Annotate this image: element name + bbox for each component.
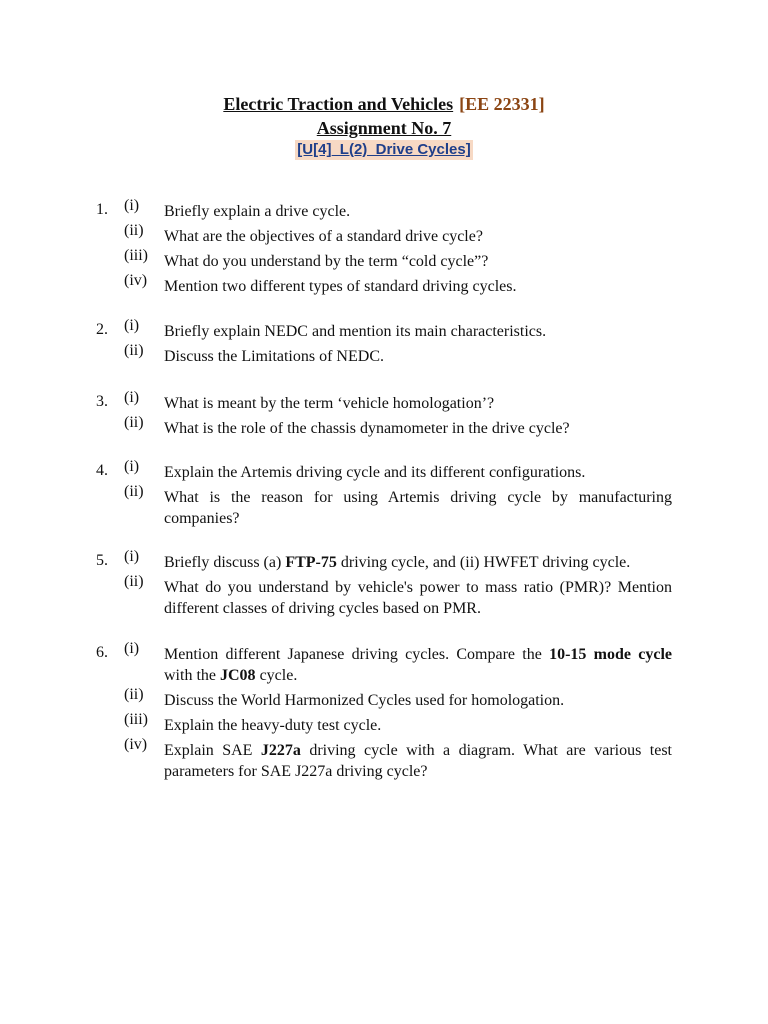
part-text: Briefly explain a drive cycle. [164, 203, 351, 220]
part-text: Discuss the World Harmonized Cycles used for homologation. [164, 692, 565, 709]
part-text: What do you understand by vehicle's power to mass ratio (PMR)? Mention different classes of driving cycles based on PMR. [164, 579, 672, 617]
part-text: What is the reason for using Artemis driving cycle by manufacturing companies? [164, 489, 672, 527]
question-number: 5. [96, 552, 108, 569]
part-label: (iii) [124, 247, 148, 264]
part-text: Briefly explain NEDC and mention its main characteristics. [164, 323, 547, 340]
question-number: 2. [96, 321, 108, 338]
part-text: Explain SAE J227a driving cycle with a diagram. What are various test parameters for SAE J227a driving cycle? [164, 742, 672, 780]
part-label: (iii) [124, 711, 148, 728]
part-text: Mention different Japanese driving cycles. Compare the 10-15 mode cycle with the JC08 cycle. [164, 646, 673, 684]
part-label: (i) [124, 458, 140, 475]
part-label: (ii) [124, 686, 144, 703]
question-number: 6. [96, 644, 108, 661]
part-text: Explain the Artemis driving cycle and its different configurations. [164, 464, 586, 481]
course-code: [EE 22331] [459, 94, 545, 114]
part-text: What do you understand by the term “cold cycle”? [164, 253, 489, 270]
part-text: Explain the heavy-duty test cycle. [164, 717, 382, 734]
part-text: What is the role of the chassis dynamometer in the drive cycle? [164, 420, 570, 437]
part-text: What is meant by the term ‘vehicle homologation’? [164, 395, 495, 412]
part-label: (iv) [124, 272, 148, 289]
unit-subtitle: [U[4]_L(2)_Drive Cycles] [297, 141, 471, 158]
title-line [0, 92, 768, 116]
part-label: (i) [124, 197, 140, 214]
part-label: (ii) [124, 573, 144, 590]
part-label: (i) [124, 548, 140, 565]
assignment-title: Assignment No. 7 [316, 118, 452, 138]
question-number: 4. [96, 462, 108, 479]
part-label: (ii) [124, 222, 144, 239]
course-title: Electric Traction and Vehicles [223, 94, 454, 114]
part-label: (ii) [124, 483, 144, 500]
part-text: What are the objectives of a standard drive cycle? [164, 228, 483, 245]
part-text: Discuss the Limitations of NEDC. [164, 348, 384, 365]
part-text: Mention two different types of standard driving cycles. [164, 278, 517, 295]
part-label: (iv) [124, 736, 148, 753]
question-number: 3. [96, 393, 108, 410]
document-header [0, 92, 768, 160]
part-label: (ii) [124, 414, 144, 431]
part-label: (i) [124, 389, 140, 406]
part-label: (i) [124, 317, 140, 334]
question-number: 1. [96, 201, 108, 218]
part-label: (i) [124, 640, 140, 657]
part-text: Briefly discuss (a) FTP-75 driving cycle, and (ii) HWFET driving cycle. [164, 554, 631, 571]
part-label: (ii) [124, 342, 144, 359]
